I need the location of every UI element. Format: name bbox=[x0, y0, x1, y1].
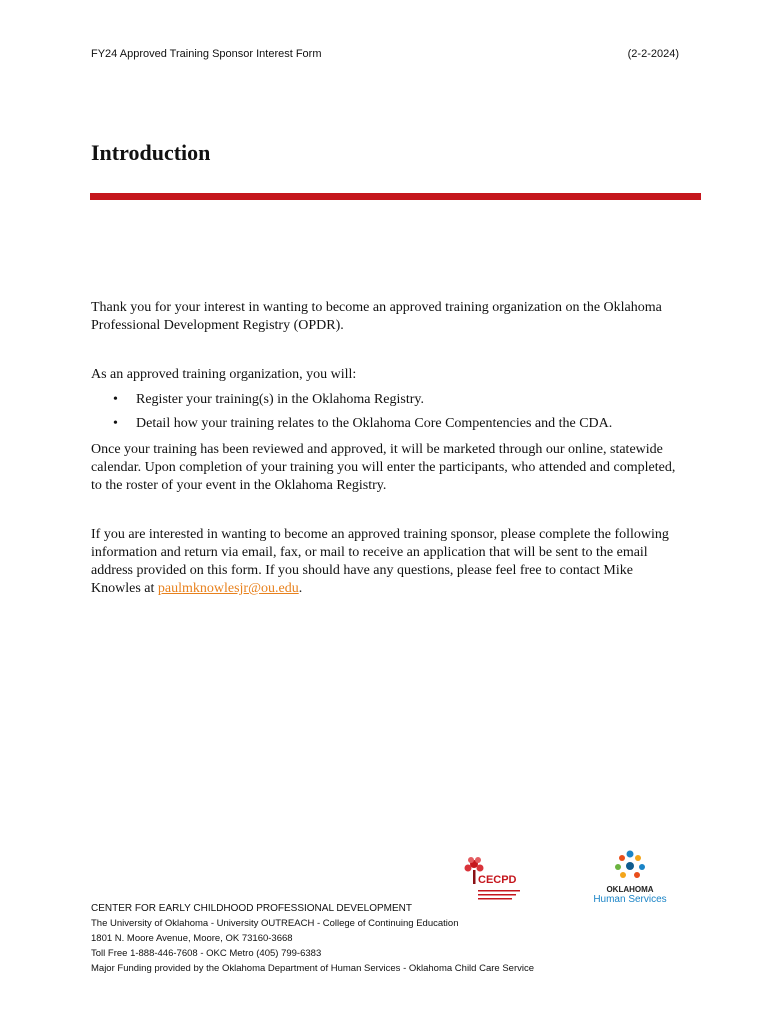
okhs-logo-title: OKLAHOMA bbox=[606, 885, 654, 894]
list-item-text: Detail how your training relates to the Oklahoma Core Compentencies and the CDA. bbox=[136, 416, 613, 431]
form-date: (2-2-2024) bbox=[627, 48, 679, 60]
footer-phone: Toll Free 1-888-446-7608 - OKC Metro (405) 799-6383 bbox=[91, 948, 322, 959]
contact-paragraph bbox=[91, 526, 681, 598]
cecpd-logo-text: CECPD bbox=[478, 874, 517, 886]
bullet-icon: • bbox=[113, 416, 118, 431]
intro-paragraph: Thank you for your interest in wanting to become an approved training organization on the Oklahoma Professional Development Registry (OPDR). bbox=[91, 300, 662, 333]
contact-text: If you are interested in wanting to become an approved training sponsor, please complete the following information and return via email, fax, or mail to receive an application that will be sent to the email address provided on this form. If you should have any questions, please feel free to contact Mike Knowles at bbox=[91, 527, 669, 596]
contact-suffix: . bbox=[298, 581, 303, 596]
okhs-emblem-icon bbox=[588, 848, 672, 884]
list-item bbox=[91, 391, 691, 409]
cecpd-logo bbox=[460, 856, 530, 902]
okhs-logo-subtitle: Human Services bbox=[593, 894, 667, 905]
footer bbox=[91, 901, 534, 976]
footer-org: CENTER FOR EARLY CHILDHOOD PROFESSIONAL DEVELOPMENT bbox=[91, 903, 412, 914]
footer-address: 1801 N. Moore Avenue, Moore, OK 73160-3668 bbox=[91, 933, 293, 944]
footer-funding: Major Funding provided by the Oklahoma Department of Human Services - Oklahoma Child Care Service bbox=[91, 963, 535, 974]
section-title: Introduction bbox=[91, 140, 211, 165]
benefits-list bbox=[91, 391, 691, 439]
review-paragraph: Once your training has been reviewed and approved, it will be marketed through our online, statewide calendar. Upon completion of your training you will enter the participants, who attended and completed, to the roster of your event in the Oklahoma Registry. bbox=[91, 442, 676, 493]
list-item-text: Register your training(s) in the Oklahoma Registry. bbox=[136, 392, 424, 407]
title-divider bbox=[90, 193, 701, 200]
bullet-icon: • bbox=[113, 392, 118, 407]
benefits-lead: As an approved training organization, you will: bbox=[91, 367, 357, 382]
footer-line: The University of Oklahoma - University OUTREACH - College of Continuing Education bbox=[91, 918, 459, 929]
email-link[interactable]: paulmknowlesjr@ou.edu bbox=[157, 581, 299, 596]
list-item bbox=[91, 415, 691, 433]
form-title: FY24 Approved Training Sponsor Interest Form bbox=[91, 48, 322, 60]
okhs-logo bbox=[588, 848, 672, 910]
